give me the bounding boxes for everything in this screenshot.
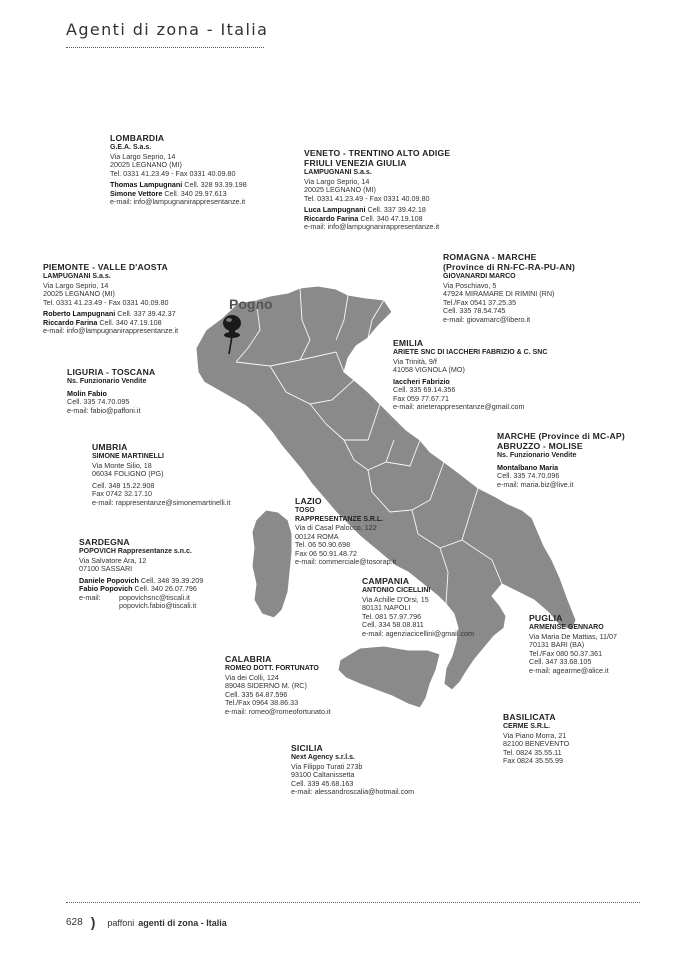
address-line: 89048 SIDERNO M. (RC) <box>225 681 307 690</box>
email-link[interactable]: e-mail: fabio@paffoni.it <box>67 405 141 415</box>
contact-person: Iaccheri Fabrizio <box>393 376 450 386</box>
company-name: GIOVANARDI MARCO <box>443 273 516 280</box>
agent-block-romagna <box>443 252 575 324</box>
region-title: ROMAGNA - MARCHE <box>443 252 537 262</box>
contact-person: Riccardo Farina Cell. 340 47.19.108 <box>304 213 423 223</box>
cell-line: Cell. 335 74.70.095 <box>67 397 130 406</box>
address-line: 20025 LEGNANO (MI) <box>110 160 182 169</box>
company-name: Ns. Funzionario Vendite <box>67 378 147 385</box>
region-title: UMBRIA <box>92 442 128 452</box>
address-line: Via Piano Morra, 21 <box>503 730 567 740</box>
company-name: LAMPUGNANI S.a.s. <box>304 169 372 176</box>
address-line: Via Salvatore Ara, 12 <box>79 555 147 565</box>
agent-block-veneto <box>304 148 450 232</box>
fax-line: Fax 059 77.67.71 <box>393 393 449 403</box>
agent-block-marche <box>497 431 625 489</box>
page-footer <box>66 914 227 930</box>
contact-person: Simone Vettore Cell. 340 29.97.613 <box>110 188 227 198</box>
email-link[interactable]: e-mail: maria.biz@live.it <box>497 479 574 489</box>
fax-line: Fax 0824 35.55.99 <box>503 756 563 765</box>
contact-person: Fabio Popovich Cell. 340 26.07.796 <box>79 584 197 593</box>
agent-block-lazio <box>295 496 396 567</box>
agent-block-calabria <box>225 654 331 716</box>
agent-block-emilia <box>393 338 547 412</box>
address-line: 07100 SASSARI <box>79 564 133 573</box>
address-line: 80131 NAPOLI <box>362 603 411 612</box>
agent-block-sardegna <box>79 537 203 611</box>
email-link[interactable]: e-mail: arieterappresentanze@gmail.com <box>393 402 525 411</box>
address-line: 20025 LEGNANO (MI) <box>43 289 115 298</box>
company-name: SIMONE MARTINELLI <box>92 453 164 460</box>
region-title: MARCHE (Province di MC-AP) <box>497 431 625 441</box>
company-name: ROMEO DOTT. FORTUNATO <box>225 665 319 672</box>
address-line: 00124 ROMA <box>295 531 339 541</box>
pushpin-icon <box>218 310 248 356</box>
agent-block-umbria <box>92 442 230 507</box>
region-title: ABRUZZO - MOLISE <box>497 441 583 451</box>
address-line: 47924 MIRAMARE DI RIMINI (RN) <box>443 289 555 298</box>
address-line: Via Maria De Mattias, 11/07 <box>529 631 618 641</box>
email-link[interactable]: e-mail: agenziacicellini@gmail.com <box>362 628 474 638</box>
company-name: ARIETE SNC DI IACCHERI FABRIZIO & C. SNC <box>393 349 548 356</box>
address-line: Via Trinità, 9/f <box>393 356 437 366</box>
company-name: RAPPRESENTANZE S.R.L. <box>295 515 384 523</box>
page-title: Agenti di zona - Italia <box>66 20 269 39</box>
address-line: Via di Casal Palocco, 122 <box>295 523 377 532</box>
region-title: FRIULI VENEZIA GIULIA <box>304 158 407 168</box>
company-name: TOSO <box>295 507 315 514</box>
address-line: Via Achille D'Orsi, 15 <box>362 594 429 604</box>
email-link[interactable]: popovich.fabio@tiscali.it <box>119 601 197 610</box>
address-line: Via Largo Seprio, 14 <box>43 280 109 290</box>
cell-line: Cell. 348 15.22.908 <box>92 480 155 490</box>
company-name: Ns. Funzionario Vendite <box>497 452 577 459</box>
footer-section: agenti di zona - Italia <box>138 917 227 928</box>
email-link[interactable]: e-mail: giovamarc@libero.it <box>443 314 531 324</box>
phone-line: Tel. 0331 41.23.49 - Fax 0331 40.09.80 <box>43 297 169 307</box>
address-line: 93100 Caltanissetta <box>291 770 355 779</box>
region-title: (Province di RN-FC-RA-PU-AN) <box>443 262 576 272</box>
company-name: ANTONIO CICELLINI <box>362 587 431 594</box>
phone-line: Tel./Fax 0964 38.86.33 <box>225 698 299 707</box>
region-title: VENETO - TRENTINO ALTO ADIGE <box>304 148 451 158</box>
cell-line: Cell. 335 69.14.356 <box>393 385 456 394</box>
sardinia-shape <box>252 510 292 618</box>
footer-bracket-icon: ) <box>90 914 96 930</box>
agent-block-liguria <box>67 367 155 415</box>
agent-block-campania <box>362 576 474 638</box>
contact-person: Riccardo Farina Cell. 340 47.19.108 <box>43 317 162 327</box>
fax-line: Fax 0742 32.17.10 <box>92 489 152 498</box>
address-line: Via Largo Seprio, 14 <box>304 176 370 186</box>
fax-line: Fax 06 50.91.48.72 <box>295 548 357 558</box>
company-name: G.E.A. S.a.s. <box>110 144 152 151</box>
region-title: CAMPANIA <box>362 576 410 586</box>
cell-line: Cell. 335 74.70.096 <box>497 471 560 480</box>
phone-line: Tel. 081 57.97.796 <box>362 611 422 621</box>
agent-block-lombardia <box>110 133 247 207</box>
contact-person: Luca Lampugnani Cell. 337 39.42.18 <box>304 205 426 214</box>
address-line: 82100 BENEVENTO <box>503 739 570 748</box>
email-link[interactable]: e-mail: commerciale@tosorap.it <box>295 557 397 566</box>
company-name: Next Agency s.r.l.s. <box>291 754 355 761</box>
cell-line: Cell. 334 58.08.811 <box>362 620 424 629</box>
region-title: SARDEGNA <box>79 537 130 547</box>
region-title: BASILICATA <box>503 712 556 722</box>
region-title: CALABRIA <box>225 654 272 664</box>
cell-line: Cell. 339 45.68.163 <box>291 778 354 788</box>
cell-line: Cell. 335 78.54.745 <box>443 306 506 315</box>
email-link[interactable]: e-mail: rappresentanze@simonemartinelli.it <box>92 497 231 507</box>
address-line: Via Largo Seprio, 14 <box>110 151 176 161</box>
region-title: LOMBARDIA <box>110 133 165 143</box>
footer-brand: paffoni <box>107 917 135 928</box>
phone-line: Tel. 0331 41.23.49 - Fax 0331 40.09.80 <box>304 193 430 203</box>
company-name: ARMENISE GENNARO <box>529 624 604 631</box>
email-link[interactable]: e-mail: info@lampugnanirappresentanze.it <box>110 197 246 206</box>
map-label-pogno: Pogno <box>229 296 273 312</box>
address-line: 70131 BARI (BA) <box>529 640 585 649</box>
company-name: POPOVICH Rappresentanze s.n.c. <box>79 548 192 555</box>
company-name: LAMPUGNANI S.a.s. <box>43 273 111 280</box>
address-line: Via Filippo Turati 273b <box>291 761 363 771</box>
region-title: LIGURIA - TOSCANA <box>67 367 156 377</box>
contact-person: Montalbano Maria <box>497 462 559 472</box>
address-line: Via dei Colli, 124 <box>225 672 279 682</box>
email-link[interactable]: popovichsnc@tiscali.it <box>119 592 190 602</box>
email-link[interactable]: e-mail: info@lampugnanirappresentanze.it <box>43 326 179 335</box>
agent-block-piemonte <box>43 262 178 336</box>
contact-person: Daniele Popovich Cell. 348 39.39.209 <box>79 575 204 585</box>
phone-line: Tel. 06 50.90.698 <box>295 540 351 549</box>
email-link[interactable]: e-mail: info@lampugnanirappresentanze.it <box>304 222 440 231</box>
phone-line: Tel./Fax 0541 37.25.35 <box>443 297 517 307</box>
contact-person: Thomas Lampugnani Cell. 328 93.39.198 <box>110 180 247 189</box>
company-name: CERME S.R.L. <box>503 723 551 730</box>
region-title: PUGLIA <box>529 613 563 623</box>
address-line: 06034 FOLIGNO (PG) <box>92 469 164 478</box>
address-line: Via Monte Silio, 18 <box>92 460 152 470</box>
agent-block-basilicata <box>503 712 569 766</box>
agent-block-puglia <box>529 613 617 675</box>
phone-line: Tel./Fax 080 50.37.361 <box>529 648 603 658</box>
address-line: 20025 LEGNANO (MI) <box>304 185 376 194</box>
phone-line: Tel. 0824 35.55.11 <box>503 747 562 757</box>
email-link[interactable]: e-mail: agearme@alice.it <box>529 665 609 675</box>
page-number: 628 <box>66 917 83 928</box>
footer-divider <box>66 902 640 903</box>
address-line: Via Poschiavo, 5 <box>443 280 497 290</box>
region-title: SICILIA <box>291 743 323 753</box>
email-link[interactable]: e-mail: romeo@romeofortunato.it <box>225 706 331 716</box>
agent-block-sicilia <box>291 743 414 797</box>
address-line: 41058 VIGNOLA (MO) <box>393 365 465 374</box>
email-row: e-mail: popovichsnc@tiscali.it <box>79 592 190 602</box>
email-link[interactable]: e-mail: alessandroscalia@hotmail.com <box>291 787 415 796</box>
region-title: LAZIO <box>295 496 322 506</box>
cell-line: Cell. 347 33.68.105 <box>529 657 592 666</box>
cell-line: Cell. 335 64.87.596 <box>225 689 288 699</box>
contact-person: Roberto Lampugnani Cell. 337 39.42.37 <box>43 309 176 318</box>
sicily-shape <box>338 646 440 708</box>
contact-person: Molin Fabio <box>67 388 107 398</box>
region-title: PIEMONTE - VALLE D'AOSTA <box>43 262 168 272</box>
region-title: EMILIA <box>393 338 424 348</box>
phone-line: Tel. 0331 41.23.49 - Fax 0331 40.09.80 <box>110 168 236 178</box>
